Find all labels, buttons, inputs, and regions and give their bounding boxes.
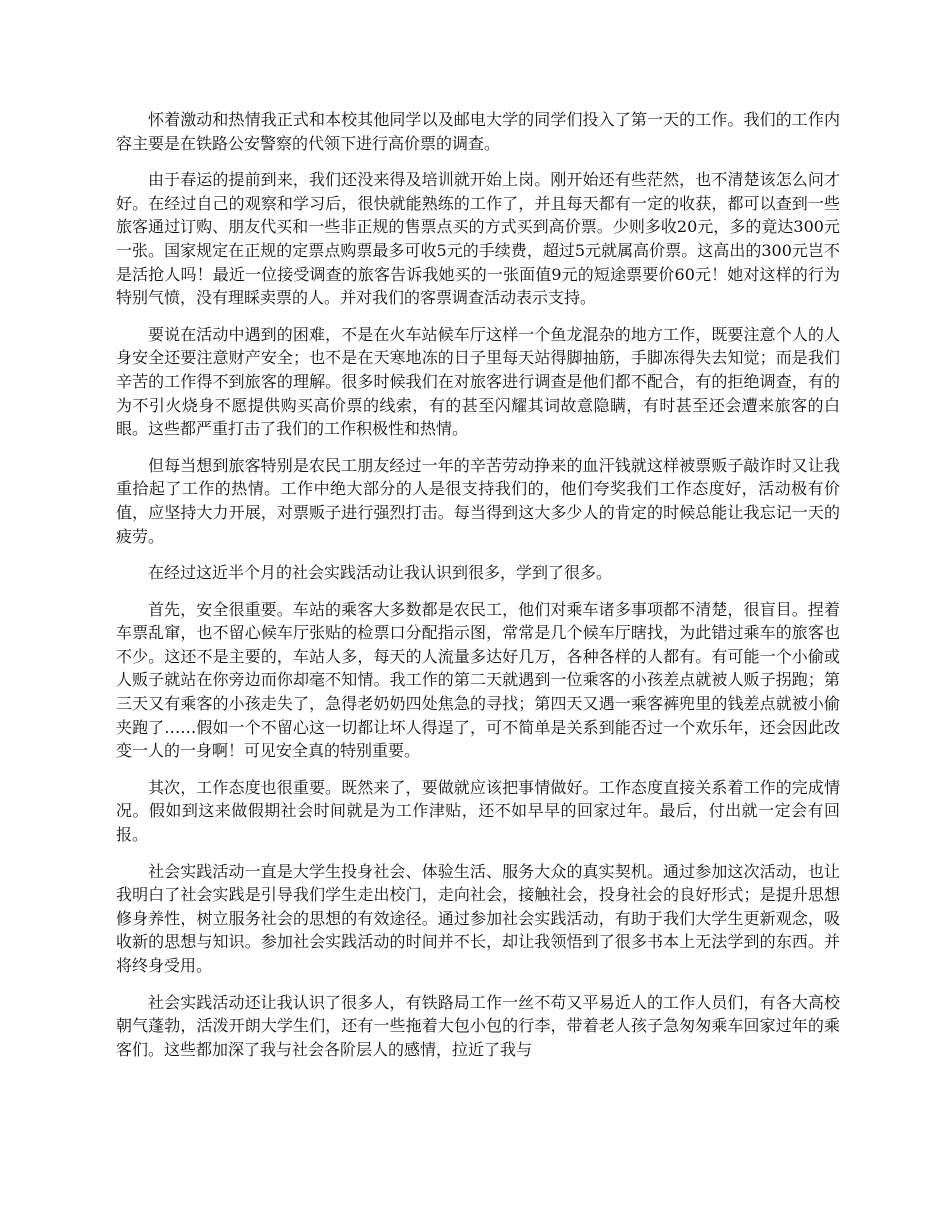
- paragraph-5: 在经过这近半个月的社会实践活动让我认识到很多，学到了很多。: [148, 563, 613, 583]
- paragraph-3: 要说在活动中遇到的困难，不是在火车站候车厅这样一个鱼龙混杂的地方工作，既要注意个人的人身安全还要注意财产安全；也不是在天寒地冻的日子里每天站得脚抽筋，手脚冻得失去知觉；而是我们辛苦的工作得不到旅客的理解。很多时候我们在对旅客进行调查是他们都不配合，有的拒绝调查，有的为不引火烧身不愿提供购买高价票的线索，有的甚至闪耀其词故意隐瞒，有时甚至还会遭来旅客的白眼。这些都严重打击了我们的工作积极性和热情。: [116, 324, 840, 439]
- paragraph-8: 社会实践活动一直是大学生投身社会、体验生活、服务大众的真实契机。通过参加这次活动，也让我明白了社会实践是引导我们学生走出校门，走向社会，接触社会，投身社会的良好形式；是提升思想修身养性，树立服务社会的思想的有效途径。通过参加社会实践活动，有助于我们大学生更新观念，吸收新的思想与知识。参加社会实践活动的时间并不长，却让我领悟到了很多书本上无法学到的东西。并将终身受用。: [116, 861, 840, 975]
- paragraph-7: 其次，工作态度也很重要。既然来了，要做就应该把事情做好。工作态度直接关系着工作的完成情况。假如到这来做假期社会时间就是为工作津贴，还不如早早的回家过年。最后，付出就一定会有回报。: [116, 777, 840, 845]
- paragraph-2: 由于春运的提前到来，我们还没来得及培训就开始上岗。刚开始还有些茫然，也不清楚该怎么问才好。在经过自己的观察和学习后，很快就能熟练的工作了，并且每天都有一定的收获，都可以查到一些旅客通过订购、朋友代买和一些非正规的售票点买的方式买到高价票。少则多收20元，多的竟达300元一张。国家规定在正规的定票点购票最多可收5元的手续费，超过5元就属高价票。这高出的300元岂不是活抢人吗！最近一位接受调查的旅客告诉我她买的一张面值9元的短途票要价60元！她对这样的行为特别气愤，没有理睬卖票的人。并对我们的客票调查活动表示支持。: [116, 170, 840, 308]
- paragraph-9: 社会实践活动还让我认识了很多人，有铁路局工作一丝不苟又平易近人的工作人员们，有各大高校朝气蓬勃，活泼开朗大学生们，还有一些拖着大包小包的行李，带着老人孩子急匆匆乘车回家过年的乘客们。这些都加深了我与社会各阶层人的感情，拉近了我与: [116, 992, 840, 1059]
- document-body: [116, 108, 840, 1074]
- paragraph-1: 怀着激动和热情我正式和本校其他同学以及邮电大学的同学们投入了第一天的工作。我们的工作内容主要是在铁路公安警察的代领下进行高价票的调查。: [116, 110, 840, 153]
- paragraph-6: 首先，安全很重要。车站的乘客大多数都是农民工，他们对乘车诸多事项都不清楚，很盲目。捏着车票乱窜，也不留心候车厅张贴的检票口分配指示图，常常是几个候车厅瞎找，为此错过乘车的旅客也不少。这还不是主要的，车站人多，每天的人流量多达好几万，各种各样的人都有。有可能一个小偷或人贩子就站在你旁边而你却毫不知情。我工作的第二天就遇到一位乘客的小孩差点就被人贩子拐跑；第三天又有乘客的小孩走失了，急得老奶奶四处焦急的寻找；第四天又遇一乘客裤兜里的钱差点就被小偷夹跑了……假如一个不留心这一切都让坏人得逞了，可不简单是关系到能否过一个欢乐年，还会因此改变一人的一身啊！可见安全真的特别重要。: [116, 599, 840, 761]
- paragraph-4: 但每当想到旅客特别是农民工朋友经过一年的辛苦劳动挣来的血汗钱就这样被票贩子敲诈时又让我重拾起了工作的热情。工作中绝大部分的人是很支持我们的，他们夸奖我们工作态度好，活动极有价值，应坚持大力开展，对票贩子进行强烈打击。每当得到这大多少人的肯定的时候总能让我忘记一天的疲劳。: [116, 455, 840, 546]
